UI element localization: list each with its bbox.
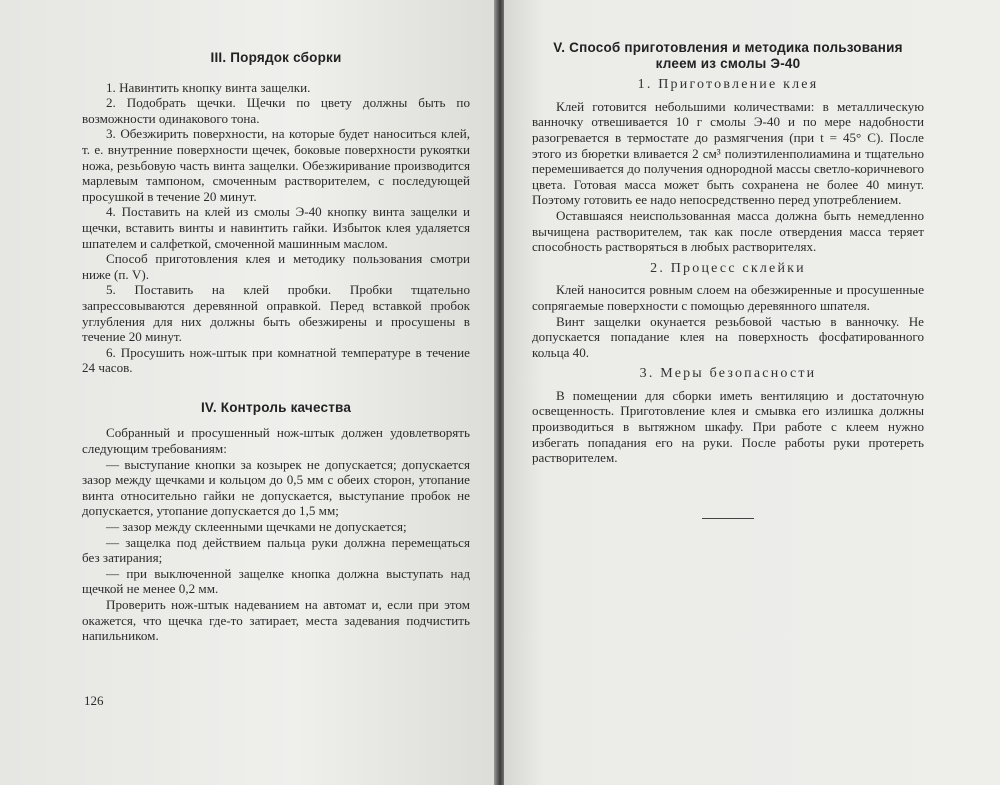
gluing-process-text: Клей наносится ровным слоем на обезжиренные и просушенные сопрягаемые поверхности с помощью деревянного шпателя. [532,282,924,313]
quality-check: Проверить нож-штык надеванием на автомат и, если при этом окажется, что щечка где-то затирает, места задевания подчистить напильником. [82,597,470,644]
section-4-title: IV. Контроль качества [200,399,352,415]
section-3-title: III. Порядок сборки [210,50,342,65]
page-number: 126 [84,693,104,708]
assembly-step-5: 5. Поставить на клей пробки. Пробки тщательно запрессовываются деревянной оправкой. Перед вставкой пробок углубления для них должны быть обезжирены и просушены в течение 20 минут. [82,282,470,345]
right-page [504,0,1000,785]
glue-preparation-text: Клей готовится небольшими количествами: в металлическую ванночку отвешивается 10 г смолы Э-40 и по мере надобности разогревается в термостате до размягчения (при t = 45° С). После этого из бюретки вливается 2 см³ полиэтиленполиамина и тщательно перемешивается до получения однородной массы светло-коричневого цвета. Готовая масса может быть сохранена не более 40 минут. Поэтому готовить ее надо непосредственно перед употреблением. [532,98,924,208]
assembly-step-1: 1. Навинтить кнопку винта защелки. [106,79,311,95]
quality-intro: Собранный и просушенный нож-штык должен удовлетворять следующим требованиям: [82,425,470,457]
quality-req-1: — выступание кнопки за козырек не допускается; допускается зазор между щечками и кольцом до 0,5 мм с обеих сторон, утопание винта относительно гайки не допускается, выступание пробок не допускается, утопание допускается до 1,5 мм; [82,456,470,519]
assembly-step-3: 3. Обезжирить поверхности, на которые будет наноситься клей, т. е. внутренние поверхности щечек, боковые поверхности рукоятки ножа, резьбовую часть винта защелки. Обезжиривание производится марлевым тампоном, смоченным растворителем, с последующей просушкой в течение 20 минут. [82,126,470,204]
assembly-step-2: 2. Подобрать щечки. Щечки по цвету должны быть по возможности одинакового тона. [82,95,470,126]
end-rule [702,518,754,519]
subsection-3-title: 3. Меры безопасности [639,366,817,382]
left-page [0,0,496,785]
quality-req-3: — защелка под действием пальца руки должна перемещаться без затирания; [82,534,470,566]
subsection-1-title: 1. Приготовление клея [637,77,819,93]
quality-req-2: — зазор между склеенными щечками не допускается; [106,519,407,535]
glue-leftover-text: Оставшаяся неиспользованная масса должна быть немедленно вычищена растворителем, так как после отвердения масса теряет способность растворяться в любых растворителях. [532,207,924,255]
section-5-title-line-1: V. Способ приготовления и методика пользования [553,40,903,55]
right-page-content [532,40,924,519]
section-5-title-line-2: клеем из смолы Э-40 [655,55,801,71]
subsection-2-title: 2. Процесс склейки [650,260,806,276]
assembly-note: Способ приготовления клея и методику пользования смотри ниже (п. V). [82,251,470,282]
left-page-content [82,50,470,644]
safety-text: В помещении для сборки иметь вентиляцию и достаточную освещенность. Приготовление клея и смывка его излишка должны производиться в вытяжном шкафу. При работе с клеем нужно избегать попадания его на руки. После работы руки протереть растворителем. [532,387,924,466]
assembly-step-4: 4. Поставить на клей из смолы Э-40 кнопку винта защелки и щечки, вставить винты и навинтить гайки. Избыток клея удаляется шпателем и салфеткой, смоченной машинным маслом. [82,204,470,251]
quality-req-4: — при выключенной защелке кнопка должна выступать над щечкой не менее 0,2 мм. [82,565,470,597]
latch-screw-text: Винт защелки окунается резьбовой частью в ванночку. Не допускается попадание клея на поверхность фосфатированного кольца 40. [532,313,924,360]
assembly-step-6: 6. Просушить нож-штык при комнатной температуре в течение 24 часов. [82,344,470,376]
